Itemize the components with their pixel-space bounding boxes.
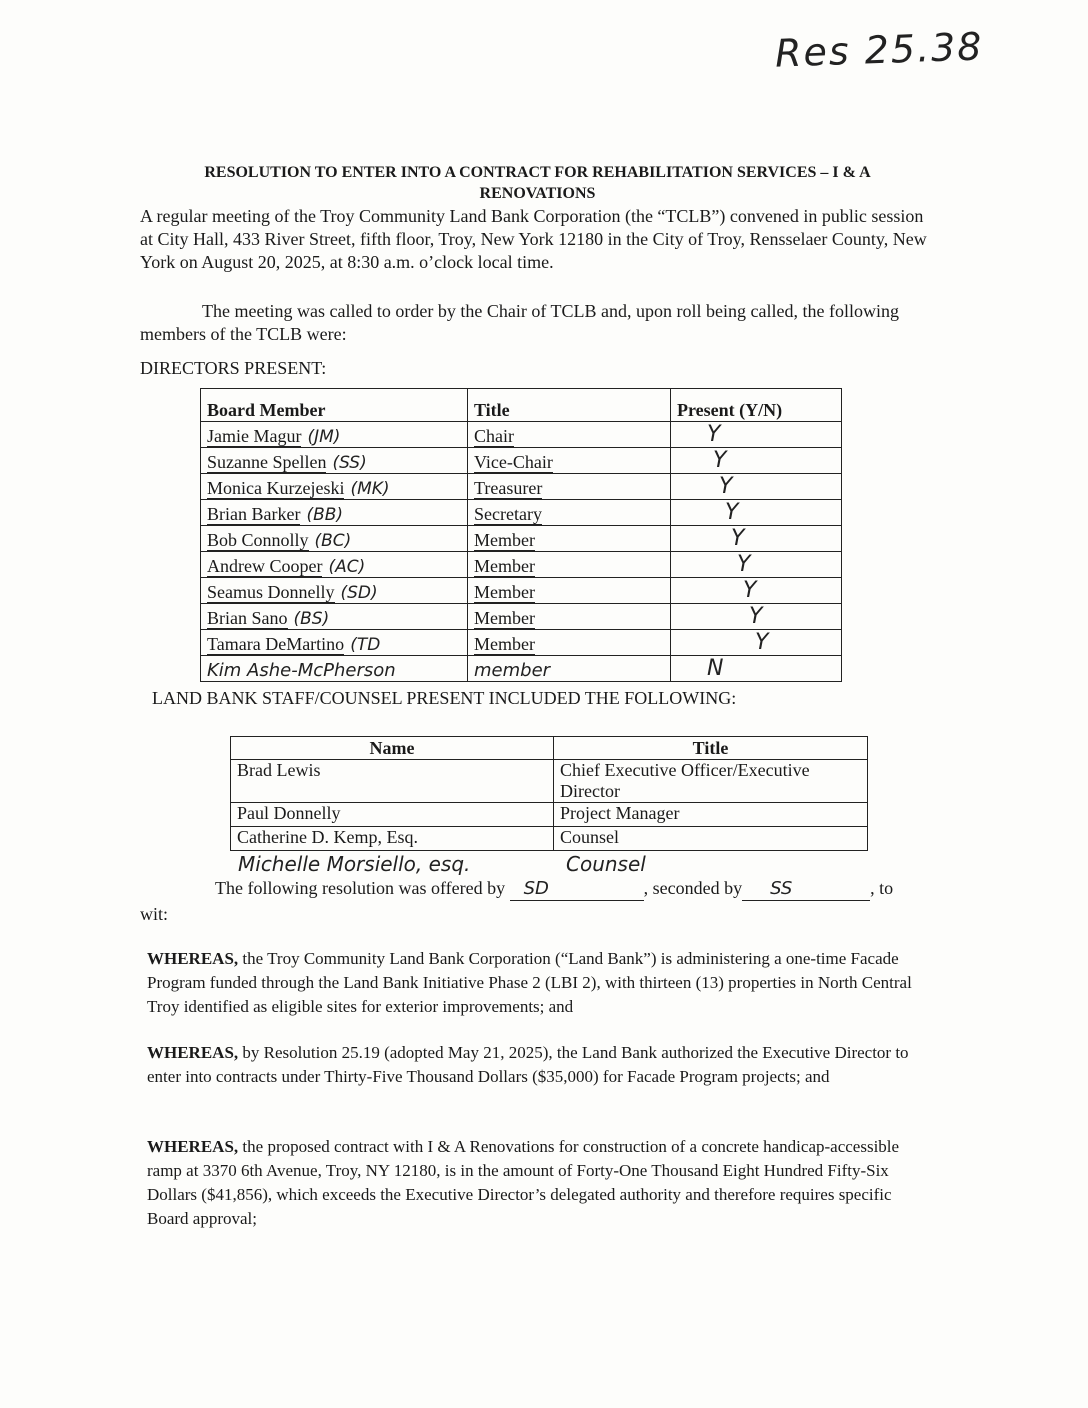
staff-name: Catherine D. Kemp, Esq. bbox=[237, 827, 418, 847]
member-title-cell bbox=[468, 474, 671, 500]
board-member-cell bbox=[201, 526, 468, 552]
member-initials: (SD) bbox=[340, 583, 378, 603]
present-cell bbox=[671, 604, 842, 630]
seconded-text: , seconded by bbox=[643, 878, 743, 898]
whereas-text: by Resolution 25.19 (adopted May 21, 2025), the Land Bank authorized the Executive Director to enter into contracts under Thirty-Five Thousand Dollars ($35,000) for Facade Program projects; and bbox=[147, 1043, 909, 1086]
present-cell bbox=[671, 656, 842, 682]
present-cell bbox=[671, 422, 842, 448]
board-member-cell bbox=[201, 656, 468, 682]
member-title-cell bbox=[468, 630, 671, 656]
present-mark: Y bbox=[737, 552, 751, 577]
staff-title: Counsel bbox=[560, 827, 620, 847]
offered-by-field: SD bbox=[510, 877, 644, 901]
header-title: Title bbox=[468, 389, 671, 422]
resolution-number: Res 25.38 bbox=[774, 24, 985, 76]
member-name: Brian Barker bbox=[207, 504, 301, 524]
board-member-cell bbox=[201, 604, 468, 630]
present-mark: Y bbox=[707, 422, 721, 447]
member-title: Member bbox=[474, 582, 535, 602]
member-initials: (BB) bbox=[306, 505, 344, 525]
staff-name: Paul Donnelly bbox=[237, 803, 341, 823]
title-line-2: RENOVATIONS bbox=[479, 185, 596, 202]
present-mark: Y bbox=[731, 526, 745, 551]
member-name: Seamus Donnelly bbox=[207, 582, 335, 602]
table-row bbox=[201, 526, 842, 552]
member-name: Andrew Cooper bbox=[207, 556, 323, 576]
staff-name-cell bbox=[231, 760, 554, 803]
header-board-member: Board Member bbox=[201, 389, 468, 422]
member-title: Chair bbox=[474, 426, 514, 446]
member-title: Member bbox=[474, 556, 535, 576]
table-row bbox=[201, 474, 842, 500]
member-title-cell bbox=[468, 526, 671, 552]
member-title-cell bbox=[468, 500, 671, 526]
member-title: member bbox=[474, 660, 551, 681]
member-name: Brian Sano bbox=[207, 608, 288, 628]
member-title: Member bbox=[474, 608, 535, 628]
table-row bbox=[201, 552, 842, 578]
member-initials: (TD bbox=[350, 635, 381, 655]
table-row bbox=[201, 656, 842, 682]
present-cell bbox=[671, 526, 842, 552]
table-row bbox=[231, 827, 868, 851]
member-title-cell bbox=[468, 578, 671, 604]
whereas-lead: WHEREAS, bbox=[147, 1137, 239, 1156]
staff-heading: LAND BANK STAFF/COUNSEL PRESENT INCLUDED THE FOLLOWING: bbox=[152, 688, 737, 708]
offered-text: The following resolution was offered by bbox=[215, 878, 506, 898]
board-member-cell bbox=[201, 500, 468, 526]
table-row bbox=[201, 448, 842, 474]
board-member-cell bbox=[201, 578, 468, 604]
table-row bbox=[231, 803, 868, 827]
staff-table bbox=[230, 736, 868, 851]
board-member-cell bbox=[201, 474, 468, 500]
table-row bbox=[201, 604, 842, 630]
whereas-clause-3 bbox=[147, 1135, 937, 1231]
board-member-cell bbox=[201, 630, 468, 656]
present-cell bbox=[671, 474, 842, 500]
staff-title: Chief Executive Officer/Executive Director bbox=[560, 760, 810, 801]
member-name: Tamara DeMartino bbox=[207, 634, 345, 654]
table-row bbox=[201, 630, 842, 656]
staff-title: Project Manager bbox=[560, 803, 680, 823]
member-title: Treasurer bbox=[474, 478, 543, 498]
member-initials: (SS) bbox=[332, 453, 367, 473]
staff-name-cell bbox=[231, 827, 554, 851]
whereas-lead: WHEREAS, bbox=[147, 949, 239, 968]
present-mark: Y bbox=[749, 604, 763, 629]
present-mark: Y bbox=[725, 500, 739, 525]
board-member-cell bbox=[201, 552, 468, 578]
seconded-by-field: SS bbox=[742, 877, 870, 901]
member-initials: (BC) bbox=[314, 531, 352, 551]
offered-line bbox=[215, 877, 893, 901]
member-name: Suzanne Spellen bbox=[207, 452, 327, 472]
member-title-cell bbox=[468, 448, 671, 474]
present-cell bbox=[671, 552, 842, 578]
resolution-title bbox=[140, 162, 935, 204]
present-cell bbox=[671, 630, 842, 656]
whereas-clause-1 bbox=[147, 947, 937, 1019]
member-name: Kim Ashe-McPherson bbox=[207, 660, 396, 681]
staff-title-cell bbox=[554, 827, 868, 851]
staff-name-cell bbox=[231, 803, 554, 827]
board-table-header bbox=[201, 389, 842, 422]
present-mark: Y bbox=[743, 578, 757, 603]
directors-heading: DIRECTORS PRESENT: bbox=[140, 358, 327, 378]
present-mark: Y bbox=[713, 448, 727, 473]
member-title: Secretary bbox=[474, 504, 542, 524]
header-name: Name bbox=[231, 737, 554, 760]
table-row bbox=[231, 760, 868, 803]
staff-name: Brad Lewis bbox=[237, 760, 321, 780]
present-mark: N bbox=[707, 656, 724, 681]
member-title-cell bbox=[468, 604, 671, 630]
member-initials: (AC) bbox=[328, 557, 366, 577]
handwritten-staff-name: Michelle Morsiello, esq. bbox=[238, 852, 471, 876]
member-initials: (JM) bbox=[307, 427, 341, 447]
table-row bbox=[201, 578, 842, 604]
header-present: Present (Y/N) bbox=[671, 389, 842, 422]
board-member-cell bbox=[201, 448, 468, 474]
table-row bbox=[201, 422, 842, 448]
member-name: Jamie Magur bbox=[207, 426, 302, 446]
whereas-lead: WHEREAS, bbox=[147, 1043, 239, 1062]
whereas-text: the Troy Community Land Bank Corporation (“Land Bank”) is administering a one-time Facade Program funded through the Land Bank Initiative Phase 2 (LBI 2), with thirteen (13) properties in North Central Troy identified as eligible sites for exterior improvements; and bbox=[147, 949, 912, 1016]
member-title-cell bbox=[468, 422, 671, 448]
member-title-cell bbox=[468, 656, 671, 682]
member-title: Vice-Chair bbox=[474, 452, 553, 472]
staff-title-cell bbox=[554, 803, 868, 827]
to-text: , to bbox=[870, 878, 894, 898]
header-staff-title: Title bbox=[554, 737, 868, 760]
present-cell bbox=[671, 448, 842, 474]
board-member-cell bbox=[201, 422, 468, 448]
whereas-text: the proposed contract with I & A Renovations for construction of a concrete handicap-accessible ramp at 3370 6th Avenue, Troy, NY 12180, is in the amount of Forty-One Thousand Eight Hundred Fifty-Six Dollars ($41,856), which exceeds the Executive Director’s delegated authority and therefore requires specific Board approval; bbox=[147, 1137, 900, 1228]
present-mark: Y bbox=[755, 630, 769, 655]
member-title-cell bbox=[468, 552, 671, 578]
staff-table-header bbox=[231, 737, 868, 760]
present-cell bbox=[671, 578, 842, 604]
member-title: Member bbox=[474, 634, 535, 654]
board-members-table bbox=[200, 388, 842, 682]
present-mark: Y bbox=[719, 474, 733, 499]
member-name: Monica Kurzejeski bbox=[207, 478, 345, 498]
called-to-order-paragraph: The meeting was called to order by the Chair of TCLB and, upon roll being called, the following members of the TCLB were: bbox=[140, 301, 899, 344]
member-title: Member bbox=[474, 530, 535, 550]
table-row bbox=[201, 500, 842, 526]
handwritten-staff-title: Counsel bbox=[566, 852, 646, 876]
member-initials: (MK) bbox=[350, 479, 390, 499]
member-name: Bob Connolly bbox=[207, 530, 309, 550]
member-initials: (BS) bbox=[293, 609, 330, 629]
meeting-intro: A regular meeting of the Troy Community Land Bank Corporation (the “TCLB”) convened in public session at City Hall, 433 River Street, fifth floor, Troy, New York 12180 in the City of Troy, Rensselaer County, New York on August 20, 2025, at 8:30 a.m. o’clock local time. bbox=[140, 206, 927, 272]
wit-text: wit: bbox=[140, 904, 169, 924]
staff-title-cell bbox=[554, 760, 868, 803]
present-cell bbox=[671, 500, 842, 526]
whereas-clause-2 bbox=[147, 1041, 937, 1089]
title-line-1: RESOLUTION TO ENTER INTO A CONTRACT FOR REHABILITATION SERVICES – I & A bbox=[204, 164, 871, 181]
